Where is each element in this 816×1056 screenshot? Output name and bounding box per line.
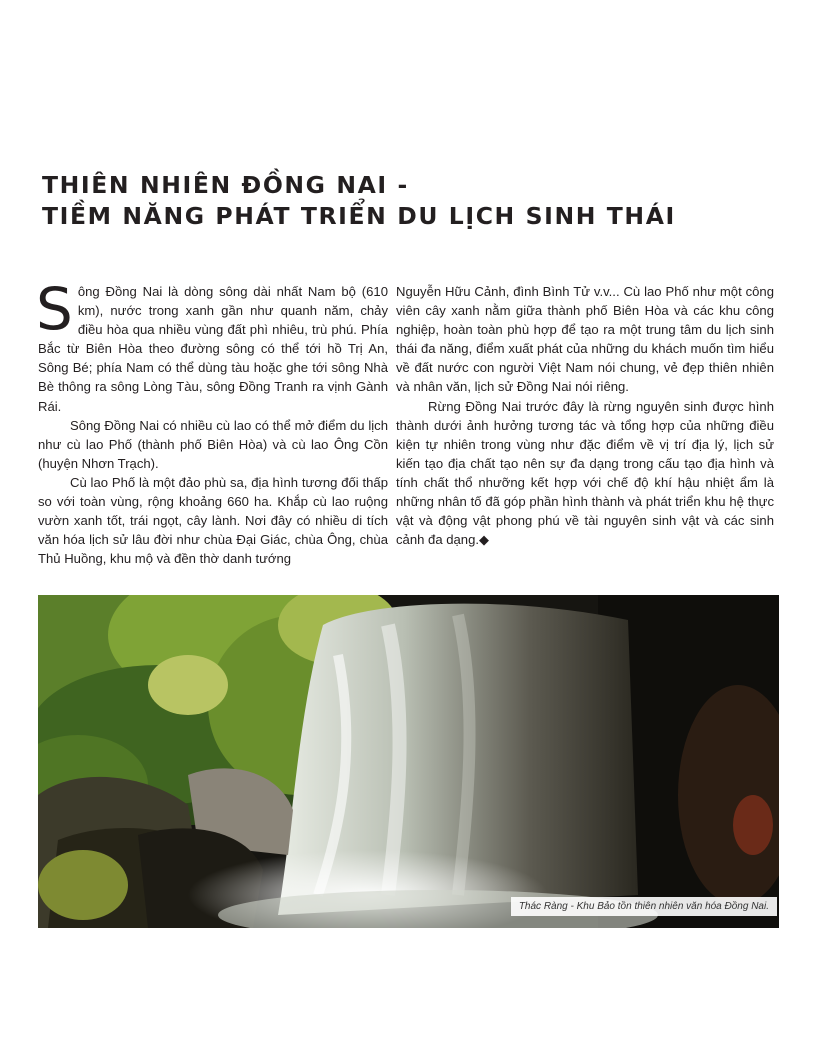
drop-cap: S <box>36 275 73 343</box>
waterfall-illustration <box>38 595 779 928</box>
waterfall-photo <box>38 595 779 928</box>
paragraph-3: Cù lao Phố là một đảo phù sa, địa hình tương đối thấp so với toàn vùng, rộng khoảng 660 ha. Khắp cù lao ruộng vườn xanh tốt, trái ngọt, cây lành. Nơi đây có nhiều di tích văn hóa lịch sử lâu đời như chùa Đại Giác, chùa Ông, chùa Thủ Huồng, khu mộ và đền thờ danh tướng <box>38 474 388 567</box>
paragraph-4: Rừng Đồng Nai trước đây là rừng nguyên sinh được hình thành dưới ảnh hưởng tương tác và tổng hợp của những điều kiện tự nhiên trong vùng như đặc điểm về vị trí địa lý, lịch sử kiến tạo địa chất tạo nên sự đa dạng trong cấu tạo địa hình và tính chất thổ nhưỡng kết hợp với chế độ khí hậu nhiệt ẩm là những nhân tố đã góp phần hình thành và phát triển khu hệ thực vật và động vật phong phú về tài nguyên sinh vật và các sinh cảnh đa dạng.◆ <box>396 398 774 548</box>
article-title-line-1: THIÊN NHIÊN ĐỒNG NAI - <box>42 171 409 199</box>
paragraph-2: Sông Đồng Nai có nhiều cù lao có thể mở điểm du lịch như cù lao Phố (thành phố Biên Hòa) và cù lao Ông Cồn (huyện Nhơn Trạch). <box>38 417 388 471</box>
article-title-line-2: TIỀM NĂNG PHÁT TRIỂN DU LỊCH SINH THÁI <box>42 202 676 230</box>
paragraph-1-text: ông Đồng Nai là dòng sông dài nhất Nam bộ (610 km), nước trong xanh gần như quanh năm, chảy điều hòa qua nhiều vùng đất phì nhiêu, trù phú. Phía Bắc từ Biên Hòa theo đường sông có thể tới hồ Trị An, Sông Bé; phía Nam có thể dùng tàu hoặc ghe tới sông Nhà Bè thông ra sông Lòng Tàu, sông Đồng Tranh ra vịnh Gành Rái. <box>38 284 388 414</box>
paragraph-3-continued: Nguyễn Hữu Cảnh, đình Bình Tử v.v... Cù lao Phố như một công viên cây xanh nằm giữa thành phố Biên Hòa và các khu công nghiệp, hoàn toàn phù hợp để tạo ra một trung tâm du lịch sinh thái đa năng, điểm xuất phát của những du khách muốn tìm hiểu về đất nước con người Việt Nam nói chung, vẻ đẹp thiên nhiên và nhân văn, lịch sử Đồng Nai nói riêng. <box>396 284 774 395</box>
photo-caption: Thác Ràng - Khu Bảo tồn thiên nhiên văn hóa Đồng Nai. <box>511 897 777 916</box>
article-column-right <box>396 282 774 549</box>
article-column-left <box>36 275 388 568</box>
paragraph-1 <box>36 275 388 416</box>
article-title <box>42 170 782 232</box>
